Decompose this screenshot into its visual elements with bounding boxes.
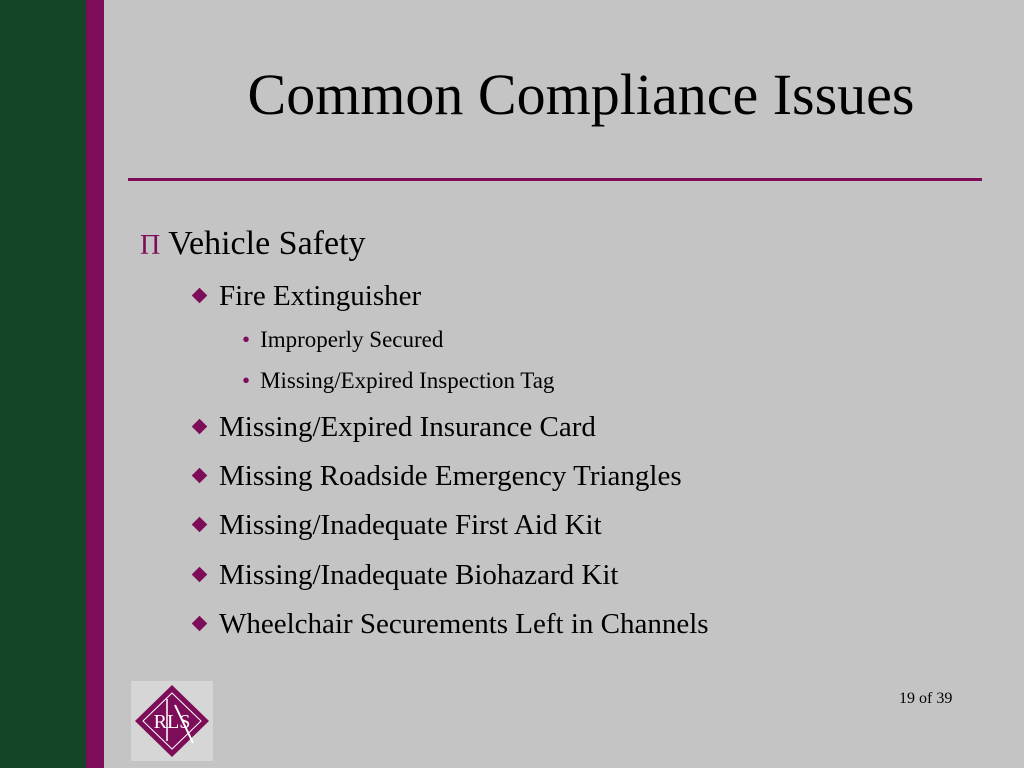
dot-bullet-icon: • (242, 327, 251, 352)
diamond-bullet-icon (192, 288, 208, 304)
bullet-level2: Missing/Inadequate Biohazard Kit (192, 559, 618, 592)
slide-title: Common Compliance Issues (247, 62, 915, 127)
bullet-level2: Missing/Expired Insurance Card (192, 411, 596, 444)
dot-bullet-icon: • (242, 368, 251, 393)
diamond-bullet-icon (192, 616, 208, 632)
diamond-bullet-icon (192, 567, 208, 583)
diamond-bullet-icon (192, 419, 208, 435)
bullet-level1: Π Vehicle Safety (140, 225, 366, 262)
bullet-level2: Wheelchair Securements Left in Channels (192, 608, 709, 641)
bullet-level3: • Improperly Secured (242, 327, 444, 352)
logo-text: RLS (153, 711, 191, 733)
bullet-level2: Missing/Inadequate First Aid Kit (192, 509, 602, 542)
diamond-bullet-icon (192, 468, 208, 484)
bullet-level2: Fire Extinguisher (192, 280, 421, 313)
slide-number: 19 of 39 (899, 690, 953, 707)
pi-bullet-icon: Π (140, 230, 161, 261)
title-divider (128, 178, 982, 181)
bullet-level3: • Missing/Expired Inspection Tag (242, 368, 555, 393)
company-logo (131, 681, 213, 761)
bullet-level2: Missing Roadside Emergency Triangles (192, 460, 682, 493)
diamond-bullet-icon (192, 517, 208, 533)
